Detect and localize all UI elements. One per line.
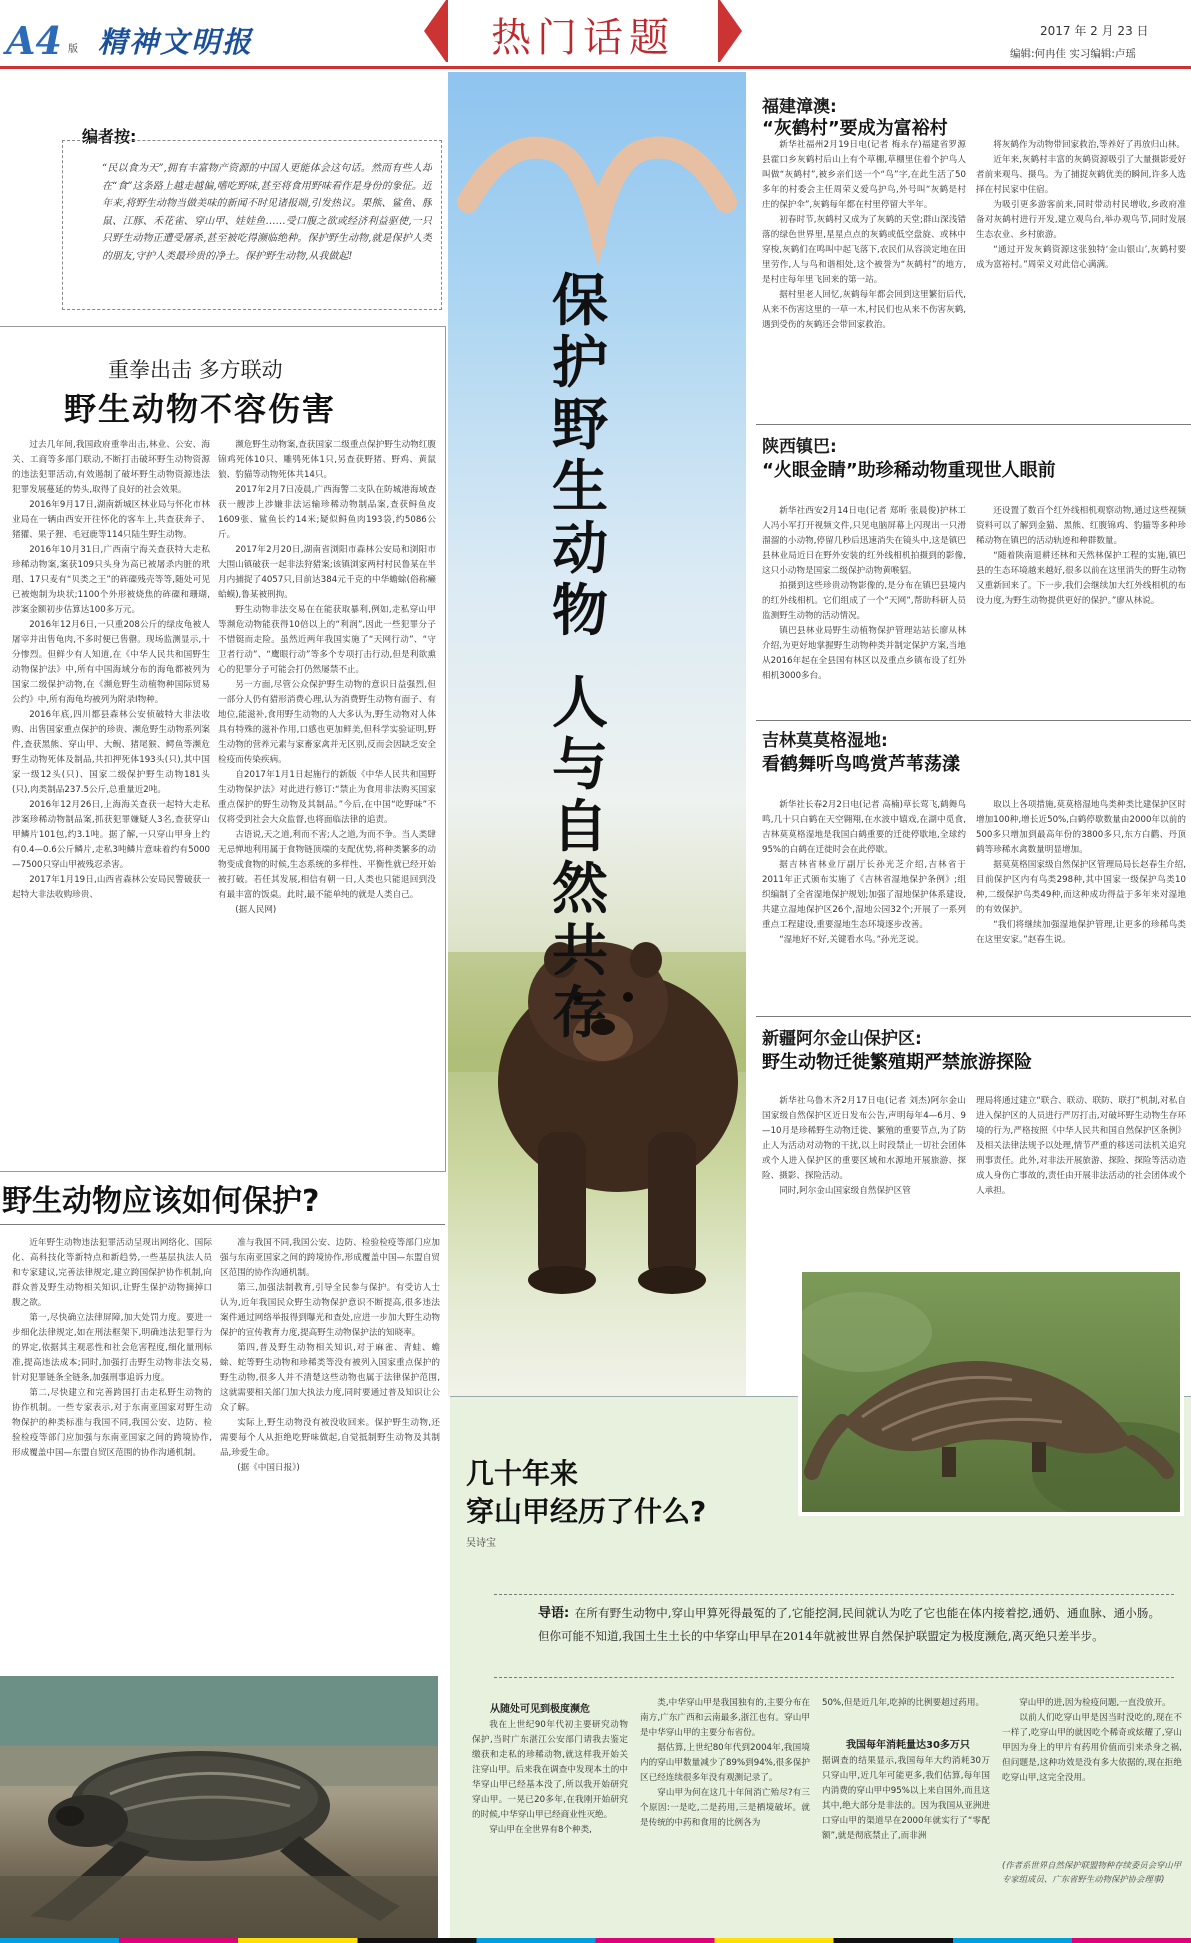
center-title-2: 人与自然共存 — [552, 670, 608, 1046]
pangolin-photo — [798, 1268, 1184, 1516]
article1-kicker: 重拳出击 多方联动 — [108, 358, 283, 382]
article2-headline: 野生动物应该如何保护? — [2, 1184, 320, 1219]
masthead — [0, 0, 1191, 62]
page-number-suffix: 版 — [68, 44, 78, 55]
article3-rule — [756, 424, 1191, 425]
article1-col2: 濒危野生动物案,查获国家二级重点保护野生动物红腹锦鸡死体10只、雕鸮死体1只,另查获野猪、野鸡、黄鼠狼、豹猫等动物死体共14只。 2017年2月7日凌晨,广西海警二支队在防城港海域查获一艘涉上涉嫌非法运输珍稀动物制品案,查获鲟鱼皮1609张、鲨鱼长约14米;疑似鲟鱼肉193袋,约5086公斤。 2017年2月20日,湖南省浏阳市森林公安局和浏阳市大围山镇破获一起非法狩猎案;该镇浏家两村村民鲁某在半月内捕捉了4057只,目前达384元千克的中华蟾蜍(俗称癞蛤蟆),鲁某被刑拘。 野生动物非法交易在在能获取暴利,例如,走私穿山甲等濒危动物能获得10倍以上的“利润”,因此一些犯罪分子不惜铤而走险。虽然近两年我国实施了“天网行动”、“守卫者行动”、“鹰眼行动”等多个专项打击行动,但是利欲熏心的犯罪分子可能会打仍然屡禁不止。 另一方面,尽管公众保护野生动物的意识日益强烈,但一部分人仍有猎形消费心理,认为消费野生动物有面子、有地位,能滋补,食用野生动物的人大多认为,野生动物对人体具有特殊的滋补作用,口感也更加鲜美,但科学实验证明,野生动物的营养元素与家畜家禽并无区别,反而会因缺乏安全检疫而传染疾病。 自2017年1月1日起施行的新版《中华人民共和国野生动物保护法》对此进行修订:“禁止为食用非法购买国家重点保护的野生动物及其制品。”今后,在中国“吃野味”不仅将受到社会大众监督,也将面临法律的追责。 古语说,天之道,利而不害;人之道,为而不争。当人类肆无忌惮地利用属于食物链顶端的支配优势,将种类繁多的动物变成食物的时候,生态系统的多样性、平衡性就已经开始被打破。若任其发展,相信有朝一日,人类也只能退回到没有最丰富的饭桌。此时,最不能单纯的就是人类自己。 (据人民网) — [218, 440, 436, 915]
article7-lead: 在所有野生动物中,穿山甲算死得最冤的了,它能挖洞,民间就认为吃了它也能在体内接着挖,通奶、通血脉、通小肠。但你可能不知道,我国土生土长的中华穿山甲早在2014年就被世界自然保护联盟定为极度濒危,离灭绝只差半步。 — [538, 1606, 1160, 1643]
masthead-rule — [0, 66, 1191, 69]
article7-footnote: (作者系世界自然保护联盟物种存续委员会穿山甲专家组成员、广东省野生动物保护协会理事) — [1002, 1860, 1182, 1884]
article7-col3b: 据调查的结果显示,我国每年大约消耗30万只穿山甲,近几年可能更多,我们估算,每年国内消费的穿山甲中95%以上来自国外,而且这其中,绝大部分是非法的。因为我国从亚洲进口穿山甲的渠道早在2000年就实行了“零配额”,就是彻底禁止了,而非洲 — [822, 1756, 990, 1841]
pangolin-icon — [802, 1272, 1180, 1512]
print-color-strip — [0, 1938, 1191, 1943]
article1-headline: 野生动物不容伤害 — [64, 390, 337, 428]
banner-arrow-right — [720, 0, 742, 62]
article2-rule — [0, 1224, 445, 1225]
article7-headline-1: 几十年来 — [466, 1457, 579, 1490]
article3-col1: 新华社福州2月19日电(记者 梅永存)福建省罗源县霍口乡灰鹤村后山上有个草棚,草棚里住着个护鸟人叫做“灰鹤村”,被乡亲们送一个“鸟”字,在此生活了50多年的村委会主任周荣义爱鸟护鸟,外号叫“灰鹤是村庄的保护伞”,灰鹤每年都在村里停留大半年。 初春时节,灰鹤村又成为了灰鹤的天堂;群山深浅错落的绿色世界里,星星点点的灰鹤或低空盘旋、或林中穿梭,灰鹤们在鸣叫中起飞落下,农民们从容淡定地在田里劳作,人与鸟和谐相处,这个被誉为“灰鹤村”的地方,是村庄每年里飞回来的第一站。 据村里老人回忆,灰鹤每年都会回到这里繁衍后代,从来不伤害这里的一草一木,村民们也从来不伤害灰鹤,遇到受伤的灰鹤还会带回家救治。 — [762, 140, 966, 330]
article6-col1: 新华社乌鲁木齐2月17日电(记者 刘杰)阿尔金山国家级自然保护区近日发布公告,声明每年4—6月、9—10月是珍稀野生动物迁徙、繁殖的重要节点,为了防止人为活动对动物的干扰,以上时段禁止一切社会团体或个人进入保护区的重要区域和水源地开展旅游、探险、摄影、探险活动。 同时,阿尔金山国家级自然保护区管 — [762, 1096, 966, 1196]
article7-col1: 我在上世纪90年代初主要研究动物保护,当时广东湛江公安部门请我去鉴定缴获和走私的珍稀动物,就这样我开始关注穿山甲。后来我在调查中发现本土的中华穿山甲已经基本没了,所以我开始研究穿山甲。一晃已20多年,在我刚开始研究的时候,中华穿山甲已经商业性灭绝。 穿山甲在全世界有8个种类, — [472, 1720, 628, 1835]
article2-col2: 准与我国不同,我国公安、边防、检验检疫等部门应加强与东南亚国家之间的跨境协作,形成覆盖中国—东盟自贸区范围的协作沟通机制。 第三,加强法制教育,引导全民参与保护。有受访人士认为,近年我国民众野生动物保护意识不断提高,很多违法案件通过网络举报得到曝光和查处,应进一步加大野生动物保护的宣传教育力度,提高野生动物保护法的知晓率。 第四,普及野生动物相关知识,对于麻雀、青蛙、蟾蜍、蛇等野生动物和珍稀类等没有被列入国家重点保护的野生动物,很多人并不清楚这些动物也属于法律保护范围,这就需要相关部门加大执法力度,同时要通过普及知识让公众了解。 实际上,野生动物没有被没收回来。保护野生动物,还需要每个人从拒绝吃野味做起,自觉抵制野生动物及其制品,珍爱生命。 (据《中国日报》) — [220, 1238, 440, 1473]
article4-kicker: 陕西镇巴: — [762, 437, 837, 457]
article5-rule — [756, 1016, 1191, 1017]
article6-kicker: 新疆阿尔金山保护区: — [762, 1029, 922, 1049]
article4-col1: 新华社西安2月14日电(记者 郑昕 张晨俊)护林工人冯小军打开视频文件,只见电脑屏幕上闪现出一只滑溜溜的小动物,停留几秒后迅速消失在镜头中,这是镇巴县林业局近日在野外安装的红外线相机拍摄到的影像,这只小动物是国家二级保护动物黄喉貂。 拍摄到这些珍贵动物影像的,是分布在镇巴县境内的红外线相机。它们组成了一个“天网”,帮助科研人员监测野生动物的活动情况。 镇巴县林业局野生动植物保护管理站站长廖从林介绍,为更好地掌握野生动物种类并制定保护方案,当地从2016年起在全县国有林区以及重点乡镇布设了红外相机3000多台。 — [762, 506, 966, 681]
paper-name: 精神文明报 — [98, 25, 254, 59]
turtle-icon — [0, 1676, 438, 1938]
banner-arrow-left — [424, 0, 446, 62]
article7-col2: 类,中华穿山甲是我国独有的,主要分布在南方,广东广西和云南最多,浙江也有。穿山甲是中华穿山甲的主要分布省份。 据估算,上世纪80年代到2004年,我国境内的穿山甲数量减少了89%到94%,很多保护区已经连续很多年没有观测记录了。 穿山甲为何在这几十年间消亡殆尽?有三个原因:一是吃,二是药用,三是栖境破坏。就是传统的中药和食用的比例各为 — [640, 1698, 810, 1828]
article6-headline: 野生动物迁徙繁殖期严禁旅游探险 — [762, 1052, 1032, 1073]
article3-kicker: 福建漳澳: — [762, 97, 837, 117]
article7-headline-2: 穿山甲经历了什么? — [466, 1495, 707, 1528]
article7-author: 吴诗宝 — [466, 1538, 496, 1549]
article3-col2: 将灰鹤作为动物带回家救治,等养好了再放归山林。 近年来,灰鹤村丰富的灰鹤资源吸引了大量摄影爱好者前来观鸟、摄鸟。为了捕捉灰鹤优美的瞬间,许多人选择在村民家中住宿。 为吸引更多游客前来,同时带动村民增收,乡政府准备对灰鹤村进行开发,建立观鸟台,举办观鸟节,同时发展生态农业、乡村旅游。 “通过开发灰鹤资源这张独特‘金山银山’,灰鹤村要成为富裕村。”周荣义对此信心满满。 — [976, 140, 1186, 270]
article7-col4: 穿山甲的进,因为检疫问题,一直没放开。 以前人们吃穿山甲是因当时没吃的,现在不一样了,吃穿山甲的就因吃个稀奇或炫耀了,穿山甲因为身上的甲片有药用价值而引来杀身之祸,但问题是,这种功效是没有多大依据的,现在拒绝吃穿山甲,这完全没用。 — [1002, 1698, 1182, 1783]
article7-subhead-1: 从随处可见到极度濒危 — [490, 1704, 590, 1715]
article3-headline: “灰鹤村”要成为富裕村 — [762, 118, 948, 139]
article5-col2: 取以上各项措施,莫莫格湿地鸟类种类比建保护区时增加100种,增长近50%,白鹤停歇数量由2000年以前的500多只增加到最高年份的3800多只,东方白鹳、丹顶鹤等珍稀水禽数量明显增加。 据莫莫格国家级自然保护区管理局局长赵春生介绍,目前保护区内有鸟类298种,其中国家一级保护鸟类10种,二级保护鸟类49种,而这种成功得益于多年来对湿地的有效保护。 “我们将继续加强湿地保护管理,让更多的珍稀鸟类在这里安家。”赵春生说。 — [976, 800, 1186, 945]
article5-col1: 新华社长春2月2日电(记者 高楠)草长莺飞,鹤舞鸟鸣,几十只白鹤在天空翱翔,在水波中嬉戏,在湖中觅食,吉林莫莫格湿地是我国白鹤重要的迁徙停歇地,全球约95%的白鹤在迁徙时会在此停歇。 据吉林省林业厅副厅长孙光芝介绍,吉林省于2011年正式颁布实施了《吉林省湿地保护条例》;组织编制了全省湿地保护规划;加强了湿地保护体系建设,共建立湿地保护区26个,湿地公园32个;开展了一系列重点工程建设,重要湿地生态环境逐步改善。 “湿地好不好,关键看水鸟。”孙光芝说。 — [762, 800, 966, 945]
article2-col1: 近年野生动物违法犯罪活动呈现出网络化、国际化、高科技化等新特点和新趋势,一些基层执法人员和专家建议,完善法律规定,建立跨国保护协作机制,向群众普及野生动物相关知识,让野生保护动物摘掉口腹之欲。 第一,尽快确立法律屏障,加大处罚力度。要进一步细化法律规定,如在刑法框架下,明确违法犯罪行为的界定,依据其主观恶性和社会危害程度,细化量刑标准,提高违法成本;同时,加强打击野生动物非法交易,针对犯罪链条全链条,加强刑事追诉力度。 第二,尽快建立和完善跨国打击走私野生动物的协作机制。一些专家表示,对于东南亚国家对野生动物保护的种类标准与我国不同,我国公安、边防、检验检疫等部门应加强与东南亚国家之间的跨境协作,形成覆盖中国—东盟自贸区范围的协作沟通机制。 — [12, 1238, 212, 1458]
article4-rule — [756, 720, 1191, 721]
article7-col3: 50%,但是近几年,吃掉的比例要超过药用。 — [822, 1698, 985, 1708]
article6-col2: 理局将通过建立“联合、联动、联防、联打”机制,对私自进入保护区的人员进行严厉打击,对破坏野生动物生存环境的行为,严格按照《中华人民共和国自然保护区条例》及相关法律法规予以处理,情节严重的移送司法机关追究刑事责任。此外,对非法开展旅游、探险、探险等活动造成人身伤亡事故的,责任由开展非法活动的社会团体或个人承担。 — [976, 1096, 1186, 1196]
article5-kicker: 吉林莫莫格湿地: — [762, 731, 888, 751]
article5-headline: 看鹤舞听鸟鸣赏芦苇荡漾 — [762, 754, 960, 775]
editors-line: 编辑:何冉佳 实习编辑:卢瑶 — [1010, 48, 1136, 60]
article4-headline: “火眼金睛”助珍稀动物重现世人眼前 — [762, 460, 1056, 481]
issue-date: 2017 年 2 月 23 日 — [1040, 24, 1149, 38]
article7-lead-label: 导语: — [538, 1606, 570, 1621]
page-number: A4 — [6, 18, 62, 63]
article7-subhead-2: 我国每年消耗量达30多万只 — [846, 1740, 970, 1751]
editor-note-label: 编者按: — [82, 127, 137, 146]
section-banner — [446, 0, 720, 62]
editor-note-text: “民以食为天”,拥有丰富物产资源的中国人更能体会这句话。然而有些人却在“食”这条路上越走越偏,嗜吃野味,甚至将食用野味看作是身份的象征。近年来,将野生动物当做美味的新闻不时见诸报端,引发热议。果熊、鲨鱼、豚鼠、江豚、禾花雀、穿山甲、娃娃鱼……受口腹之欲或经济利益驱使,一只只野生动物正遭受屠杀,甚至被吃得濒临绝种。保护野生动物,就是保护人类的朋友,守护人类最珍贵的净土。保护野生动物,从我做起! — [102, 163, 432, 262]
article4-col2: 还设置了数百个红外线相机观察动物,通过这些视频资料可以了解到金猫、黑熊、红腹锦鸡、豹猫等多种珍稀动物在镇巴的活动轨迹和种群数量。 “随着陕南退耕还林和天然林保护工程的实施,镇巴县的生态环境越来越好,很多以前在这里消失的野生动物又重新回来了。下一步,我们会继续加大红外线相机的布设力度,为野生动物提供更好的保护。”廖从林说。 — [976, 506, 1186, 606]
sea-turtle-photo — [0, 1676, 438, 1938]
article1-col1: 过去几年间,我国政府重拳出击,林业、公安、海关、工商等多部门联动,不断打击破坏野生动物资源的违法犯罪活动,有效遏制了破坏野生动物资源违法犯罪发展蔓延的势头,取得了良好的社会效果。 2016年9月17日,湖南新城区林业局与怀化市林业局在一辆由西安开往怀化的客车上,共查获奔子、猪獾、果子狸、毛冠鹿等114只陆生野生动物。 2016年10月31日,广西南宁海关查获特大走私珍稀动物案,案获109只头身为高已被屠杀内脏的玳瑁、17只麦有“贝类之王”的砗磲残壳等等,随处可见已被炮制为块状;1100个外形被烧焦的砗磲和珊瑚,涉案金额初步估算达100多万元。 2016年12月6日,一只重208公斤的绿皮龟被人屠宰并出售龟肉,不多时便已售罄。现场监测显示,十分惨烈。但鲜少有人知道,在《中华人民共和国野生动物保护法》中,所有中国海域分布的海龟都被列为国家二级保护动物,在《濒危野生动植物种国际贸易公约》中,所有海龟均被列为附录Ⅰ物种。 2016年底,四川都县森林公安侦破特大非法收购、出售国家重点保护的珍贵、濒危野生动物系列案件,查获黑熊、穿山甲、大鲵、猪尾猴、鳄鱼等濒危野生动物死体及制品,共扣押死体193头(只),其中国家一级12头(只)、国家二级保护野生动物181头(只),肉类制品237.5公斤,总重量近2吨。 2016年12月26日,上海海关查获一起特大走私涉案珍稀动物制品案,抓获犯罪嫌疑人3名,查获穿山甲鳞片101包,约3.1吨。据了解,一只穿山甲身上约有0.4—0.6公斤鳞片,走私3吨鳞片意味着约有5000—7500只穿山甲被残忍杀害。 2017年1月19日,山西省森林公安局民警破获一起特大非法收购珍贵、 — [12, 440, 210, 900]
section-title: 热门话题 — [491, 15, 675, 61]
center-title-1: 保护野生动物 — [552, 268, 608, 644]
heart-hands-icon — [468, 148, 726, 222]
